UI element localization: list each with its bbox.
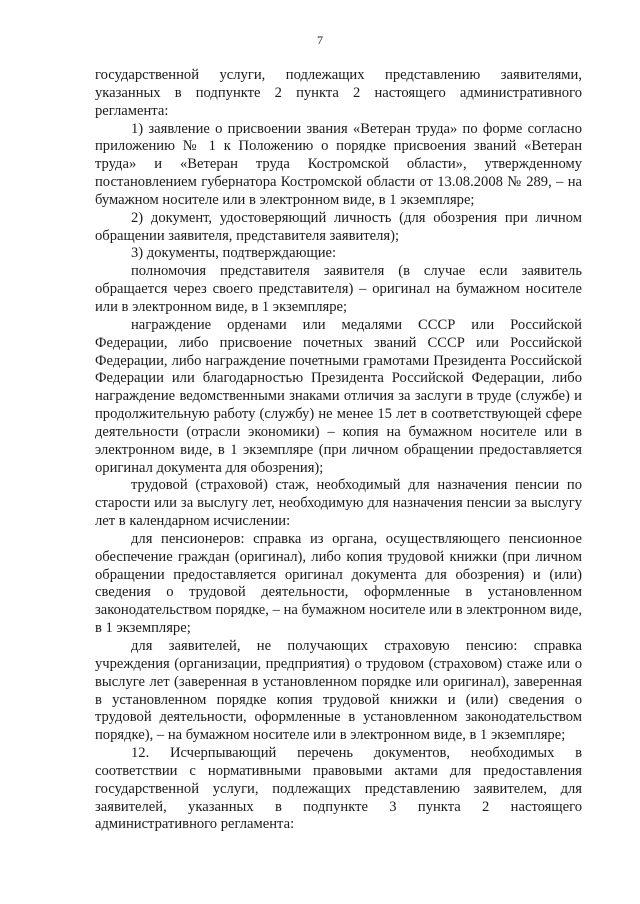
paragraph: трудовой (страховой) стаж, необходимый для назначения пенсии по старости или за выслугу лет, необходимую для назначения пенсии за выслугу лет в календарном исчислении: <box>95 477 582 530</box>
document-body <box>95 67 582 834</box>
paragraph: полномочия представителя заявителя (в случае если заявитель обращается через своего представителя) – оригинал на бумажном носителе или в электронном виде, в 1 экземпляре; <box>95 263 582 315</box>
paragraph: 12. Исчерпывающий перечень документов, необходимых в соответствии с нормативными правовыми актами для предоставления государственной услуги, подлежащих представлению заявителем, для заявителей, указанных в подпункте 3 пункта 2 настоящего административного регламента: <box>95 745 582 833</box>
paragraph: 2) документ, удостоверяющий личность (для обозрения при личном обращении заявителя, представителя заявителя); <box>95 209 582 244</box>
paragraph: 3) документы, подтверждающие: <box>131 245 337 262</box>
paragraph: для заявителей, не получающих страховую пенсию: справка учреждения (организации, предприятия) о трудовом (страховом) стаже или о выслуге лет (заверенная в установленном порядке или оригинал), заверенная в установленном порядке копия трудовой книжки и (или) сведения о трудовой деятельности, оформленные в установленном законодательством порядке), – на бумажном носителе или в электронном виде, в 1 экземпляре; <box>95 638 582 744</box>
paragraph: для пенсионеров: справка из органа, осуществляющего пенсионное обеспечение граждан (оригинал), либо копия трудовой книжки (при личном обращении предоставляется оригинал документа для обозрения) и (или) сведения о трудовой деятельности, оформленные в установленном законодательством порядке, – на бумажном носителе или в электронном виде, в 1 экземпляре; <box>95 530 582 637</box>
paragraph: награждение орденами или медалями СССР или Российской Федерации, либо присвоение почетных званий СССР или Российской Федерации, либо награждение почетными грамотами Президента Российской Федерации или благодарностью Президента Российской Федерации, либо награждение ведомственными знаками отличия за заслуги в труде (службе) и продолжительную работу (службу) не менее 15 лет в соответствующей сфере деятельности (отрасли экономики) – копия на бумажном носителе или в электронном виде, в 1 экземпляре (при личном обращении предоставляется оригинал документа для обозрения); <box>95 316 582 476</box>
paragraph: государственной услуги, подлежащих представлению заявителями, указанных в подпункте 2 пункта 2 настоящего административного регламента: <box>95 67 582 119</box>
paragraph: 1) заявление о присвоении звания «Ветеран труда» по форме согласно приложению № 1 к Положению о порядке присвоения званий «Ветеран труда» и «Ветеран труда Костромской области», утвержденному постановлением губернатора Костромской области от 13.08.2008 № 289, – на бумажном носителе или в электронном виде, в 1 экземпляре; <box>95 120 582 208</box>
page-number: 7 <box>317 33 323 47</box>
